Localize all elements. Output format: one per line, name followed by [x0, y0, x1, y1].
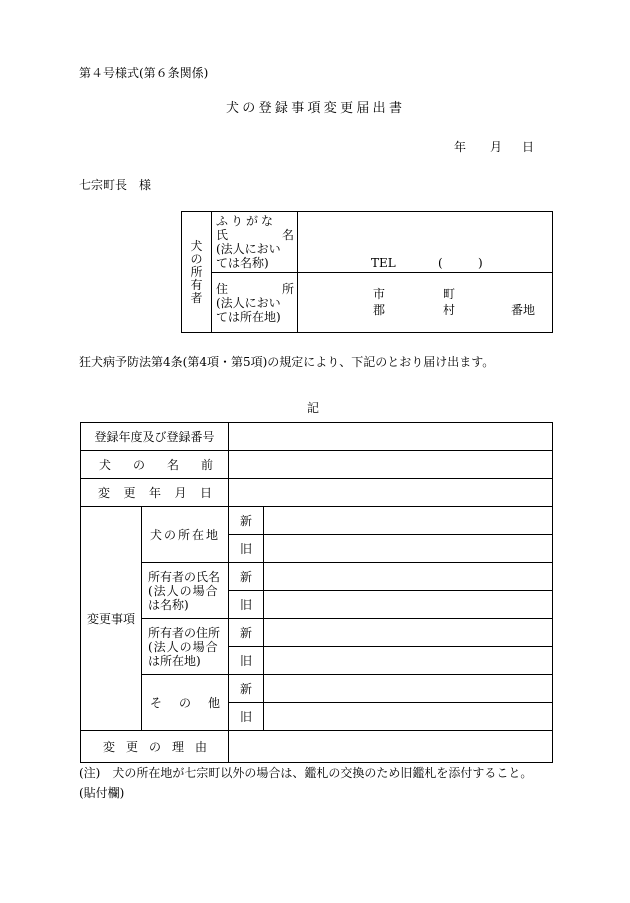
owner-table — [181, 211, 553, 333]
other-char: そ — [150, 695, 163, 710]
owner-label-char: 所 — [190, 264, 203, 279]
title-char: 更 — [340, 101, 354, 116]
owner-name-label — [212, 212, 298, 273]
other-new-field[interactable] — [264, 675, 553, 703]
owner-name-change-l1: 所有者の氏名 — [148, 569, 221, 584]
statement: 狂犬病予防法第4条(第4項・第5項)の規定により、下記のとおり届け出ます。 — [79, 355, 495, 369]
other-old-field[interactable] — [264, 703, 553, 731]
owner-label-char: 者 — [190, 290, 203, 305]
reason-char: 更 — [125, 739, 138, 754]
other-old-label: 旧 — [229, 703, 264, 731]
title-char: 事 — [291, 101, 305, 116]
date-day: 日 — [522, 140, 535, 154]
change-table — [80, 422, 553, 763]
dog-name-field[interactable] — [229, 451, 553, 479]
change-date-label — [81, 479, 229, 507]
change-date-char: 日 — [199, 485, 212, 500]
owner-addr-old-label: 旧 — [229, 647, 264, 675]
gun-label: 郡 — [373, 302, 386, 317]
location-char: の — [163, 527, 176, 542]
town-label: 町 — [443, 286, 456, 301]
owner-addr-change-l2: (法人の場合 — [148, 639, 219, 654]
dog-name-label — [81, 451, 229, 479]
other-char: 他 — [207, 695, 220, 710]
reason-label — [81, 731, 229, 763]
other-new-label: 新 — [229, 675, 264, 703]
name-sub1: (法人におい — [216, 242, 281, 256]
title-char: 登 — [258, 101, 272, 116]
owner-addr-change-l1: 所有者の住所 — [148, 625, 221, 640]
name-label-left: 氏 — [216, 228, 229, 242]
location-new-label: 新 — [229, 507, 264, 535]
reason-field[interactable] — [229, 731, 553, 763]
change-items-label: 変更事項 — [81, 507, 142, 731]
title-char: 項 — [307, 101, 321, 116]
banchi-label: 番地 — [511, 302, 536, 317]
form-number: 第４号様式(第６条関係) — [79, 66, 209, 80]
attach-label: (貼付欄) — [79, 786, 125, 800]
title-char: 届 — [356, 101, 370, 116]
owner-label-char: 有 — [190, 277, 203, 292]
addr-label-right: 所 — [281, 281, 294, 296]
addr-sub2: ては所在地) — [216, 309, 281, 324]
owner-name-change-l3: は名称) — [148, 597, 189, 612]
change-date-char: 更 — [123, 485, 136, 500]
reason-char: 理 — [171, 739, 184, 754]
owner-addr-new-label: 新 — [229, 619, 264, 647]
change-date-char: 年 — [148, 485, 161, 500]
city-label: 市 — [373, 286, 386, 301]
title-char: 犬 — [226, 101, 240, 116]
location-new-field[interactable] — [264, 507, 553, 535]
change-date-field[interactable] — [229, 479, 553, 507]
reg-year-no-label: 登録年度及び登録番号 — [81, 423, 229, 451]
reason-char: 変 — [103, 739, 116, 754]
reason-char: 由 — [194, 739, 207, 754]
name-sub2: ては名称) — [216, 256, 269, 270]
ki-label: 記 — [307, 401, 320, 415]
owner-label-char: の — [190, 251, 203, 266]
owner-addr-change-label — [142, 619, 229, 675]
location-char: 犬 — [150, 527, 163, 542]
location-old-field[interactable] — [264, 535, 553, 563]
owner-label-char: 犬 — [190, 238, 203, 253]
dog-name-char: の — [132, 457, 145, 472]
location-char: 所 — [177, 527, 190, 542]
owner-name-new-field[interactable] — [264, 563, 553, 591]
date-year: 年 — [454, 140, 467, 154]
owner-addr-new-field[interactable] — [264, 619, 553, 647]
addr-label-left: 住 — [216, 281, 229, 296]
note: (注) 犬の所在地が七宗町以外の場合は、鑑札の交換のため旧鑑札を添付すること。 — [79, 766, 533, 780]
date-month: 月 — [490, 140, 503, 154]
name-label-right: 名 — [281, 228, 294, 242]
document-title — [226, 102, 402, 116]
title-char: 書 — [388, 101, 402, 116]
owner-addr-label — [212, 273, 298, 333]
owner-name-change-label — [142, 563, 229, 619]
other-label — [142, 675, 229, 731]
tel-label: TEL — [371, 256, 396, 270]
addressee: 七宗町長 様 — [79, 178, 152, 192]
change-date-char: 月 — [174, 485, 187, 500]
dog-name-char: 犬 — [99, 457, 112, 472]
owner-addr-change-l3: は所在地) — [148, 653, 201, 668]
reason-char: の — [148, 739, 161, 754]
village-label: 村 — [443, 302, 456, 317]
location-old-label: 旧 — [229, 535, 264, 563]
furigana-label: ふりがな — [216, 214, 277, 228]
owner-name-field[interactable] — [298, 212, 553, 273]
owner-addr-field[interactable] — [298, 273, 553, 333]
owner-name-old-field[interactable] — [264, 591, 553, 619]
title-char: の — [242, 101, 256, 116]
location-label — [142, 507, 229, 563]
owner-vertical-label — [182, 212, 212, 333]
title-char: 出 — [372, 101, 386, 116]
location-char: 在 — [191, 527, 204, 542]
owner-name-old-label: 旧 — [229, 591, 264, 619]
owner-name-change-l2: (法人の場合 — [148, 583, 219, 598]
title-char: 録 — [274, 101, 288, 116]
tel-paren-close: ) — [478, 256, 483, 270]
title-char: 変 — [323, 101, 337, 116]
tel-paren-open: ( — [438, 256, 443, 270]
addr-sub1: (法人におい — [216, 295, 281, 310]
dog-name-char: 名 — [166, 457, 179, 472]
owner-name-new-label: 新 — [229, 563, 264, 591]
change-date-char: 変 — [98, 485, 111, 500]
reg-year-no-field[interactable] — [229, 423, 553, 451]
dog-name-char: 前 — [200, 457, 213, 472]
owner-addr-old-field[interactable] — [264, 647, 553, 675]
location-char: 地 — [205, 527, 218, 542]
other-char: の — [178, 695, 191, 710]
